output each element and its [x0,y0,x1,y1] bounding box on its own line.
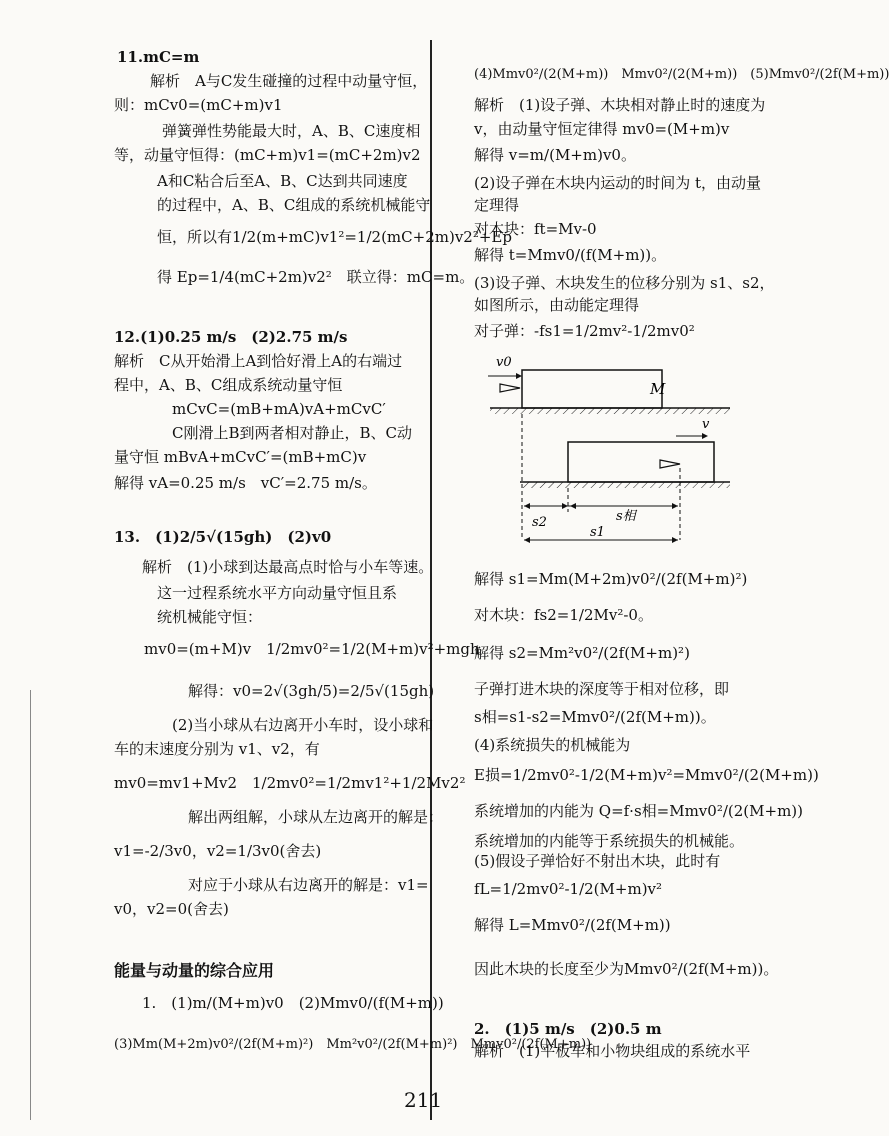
answer-11-line: 得 Ep=1/4(mC+2m)v2² 联立得：mC=m。 [157,268,475,286]
answer-line: 因此木块的长度至少为Mmv0²/(2f(M+m))。 [474,960,779,978]
answer-line: 系统增加的内能等于系统损失的机械能。 [474,832,745,850]
answer-line: 子弹打进木块的深度等于相对位移，即 [474,680,730,698]
answer-13-line: (2)当小球从右边离开小车时，设小球和 [172,716,434,734]
section-answer-line: 1. (1)m/(M+m)v0 (2)Mmv0/(f(M+m)) [142,994,444,1012]
answer-line: 对木块：ft=Mv-0 [474,220,597,238]
answer-line: 对子弹：-fs1=1/2mv²-1/2mv0² [474,322,695,340]
answer-13-heading: 13. (1)2/5√(15gh) (2)v0 [114,528,332,546]
bullet-final [660,460,680,468]
answer-line: 定理得 [474,196,520,214]
answer-line: 解得 s2=Mm²v0²/(2f(M+m)²) [474,644,690,662]
s-rel-label: s相 [616,509,636,524]
answer-line: (4)系统损失的机械能为 [474,736,631,754]
answer-line: s相=s1-s2=Mmv0²/(2f(M+m))。 [474,708,716,726]
answer-line: (3)设子弹、木块发生的位移分别为 s1、s2， [474,274,775,292]
answer-11-line: 的过程中，A、B、C组成的系统机械能守 [157,196,431,214]
answer-line: 解得 L=Mmv0²/(2f(M+m)) [474,916,671,934]
answer-line: v，由动量守恒定律得 mv0=(M+m)v [474,120,730,138]
answer-11-line: A和C粘合后至A、B、C达到共同速度 [157,172,408,190]
answer-line: 解得 t=Mmv0/(f(M+m))。 [474,246,667,264]
answer-12-line: 解析 C从开始滑上A到恰好滑上A的右端过 [114,352,403,370]
answer-11-line: 则：mCv0=(mC+m)v1 [114,96,283,114]
block-initial [522,370,662,408]
answer-13-line: 统机械能守恒： [157,608,263,626]
answer-line: (5)假设子弹恰好不射出木块，此时有 [474,852,721,870]
answer-13-line: v0，v2=0(舍去) [114,900,229,918]
answer-11-line: 弹簧弹性势能最大时，A、B、C速度相 [162,122,421,140]
section-title: 能量与动量的综合应用 [114,961,275,980]
s2-label: s2 [532,515,547,530]
answer-11-line: 解析 A与C发生碰撞的过程中动量守恒， [150,72,428,90]
answer-13-line: mv0=mv1+Mv2 1/2mv0²=1/2mv1²+1/2Mv2² [114,774,466,792]
answer-13-line: 解析 (1)小球到达最高点时恰与小车等速。 [142,558,434,576]
answer-13-line: 这一过程系统水平方向动量守恒且系 [157,584,398,602]
bullet-block-diagram [480,344,740,554]
bullet-initial [500,384,520,392]
answer-13-line: 解出两组解，小球从左边离开的解是： [188,808,444,826]
answer-line: fL=1/2mv0²-1/2(M+m)v² [474,880,663,898]
answer-line: 解得 s1=Mm(M+2m)v0²/(2f(M+m)²) [474,570,748,588]
answer-13-line: 对应于小球从右边离开的解是：v1= [188,876,429,894]
ground-bottom [520,482,730,488]
answer-12-line: 解得 vA=0.25 m/s vC′=2.75 m/s。 [114,474,377,492]
answer-12-line: 程中，A、B、C组成系统动量守恒 [114,376,343,394]
answer-line: 系统增加的内能为 Q=f·s相=Mmv0²/(2(M+m)) [474,802,803,820]
block-mass-label: M [650,380,666,398]
answer-12-line: C刚滑上B到两者相对静止，B、C动 [172,424,413,442]
answer-line: (2)设子弹在木块内运动的时间为 t，由动量 [474,174,762,192]
answer-line: 对木块：fs2=1/2Mv²-0。 [474,606,653,624]
ground-top [490,408,730,414]
s1-label: s1 [590,525,605,540]
answer-12-heading: 12.(1)0.25 m/s (2)2.75 m/s [114,328,348,346]
answer-13-line: 车的末速度分别为 v1、v2，有 [114,740,320,758]
page-number: 211 [404,1088,443,1112]
answer-line: 解析 (1)平板车和小物块组成的系统水平 [474,1042,751,1060]
section-answer-line: (3)Mm(M+2m)v0²/(2f(M+m)²) Mm²v0²/(2f(M+m)²) Mmv0²/(2f(M+m)) [114,1037,592,1052]
answer-13-line: mv0=(m+M)v 1/2mv0²=1/2(M+m)v²+mgh [144,640,480,658]
answer-2-heading: 2. (1)5 m/s (2)0.5 m [474,1020,662,1038]
answer-line: 如图所示，由动能定理得 [474,296,640,314]
answer-line: (4)Mmv0²/(2(M+m)) Mmv0²/(2(M+m)) (5)Mmv0²/(2f(M+m)) [474,67,889,82]
v0-label: v0 [496,355,512,370]
v-label: v [702,417,710,432]
answer-13-line: 解得：v0=2√(3gh/5)=2/5√(15gh) [188,682,435,700]
answer-line: 解析 (1)设子弹、木块相对静止时的速度为 [474,96,766,114]
answer-line: E损=1/2mv0²-1/2(M+m)v²=Mmv0²/(2(M+m)) [474,766,819,784]
answer-11-line: 恒，所以有1/2(m+mC)v1²=1/2(mC+2m)v2²+Ep [157,228,512,246]
margin-rule [30,690,31,1120]
answer-12-line: 量守恒 mBvA+mCvC′=(mB+mC)v [114,448,367,466]
answer-13-line: v1=-2/3v0，v2=1/3v0(舍去) [114,842,322,860]
answer-line: 解得 v=m/(M+m)v0。 [474,146,636,164]
answer-12-line: mCvC=(mB+mA)vA+mCvC′ [172,400,386,418]
block-final [568,442,714,482]
answer-11-heading: 11.mC=m [117,48,200,66]
answer-11-line: 等，动量守恒得：(mC+m)v1=(mC+2m)v2 [114,146,421,164]
